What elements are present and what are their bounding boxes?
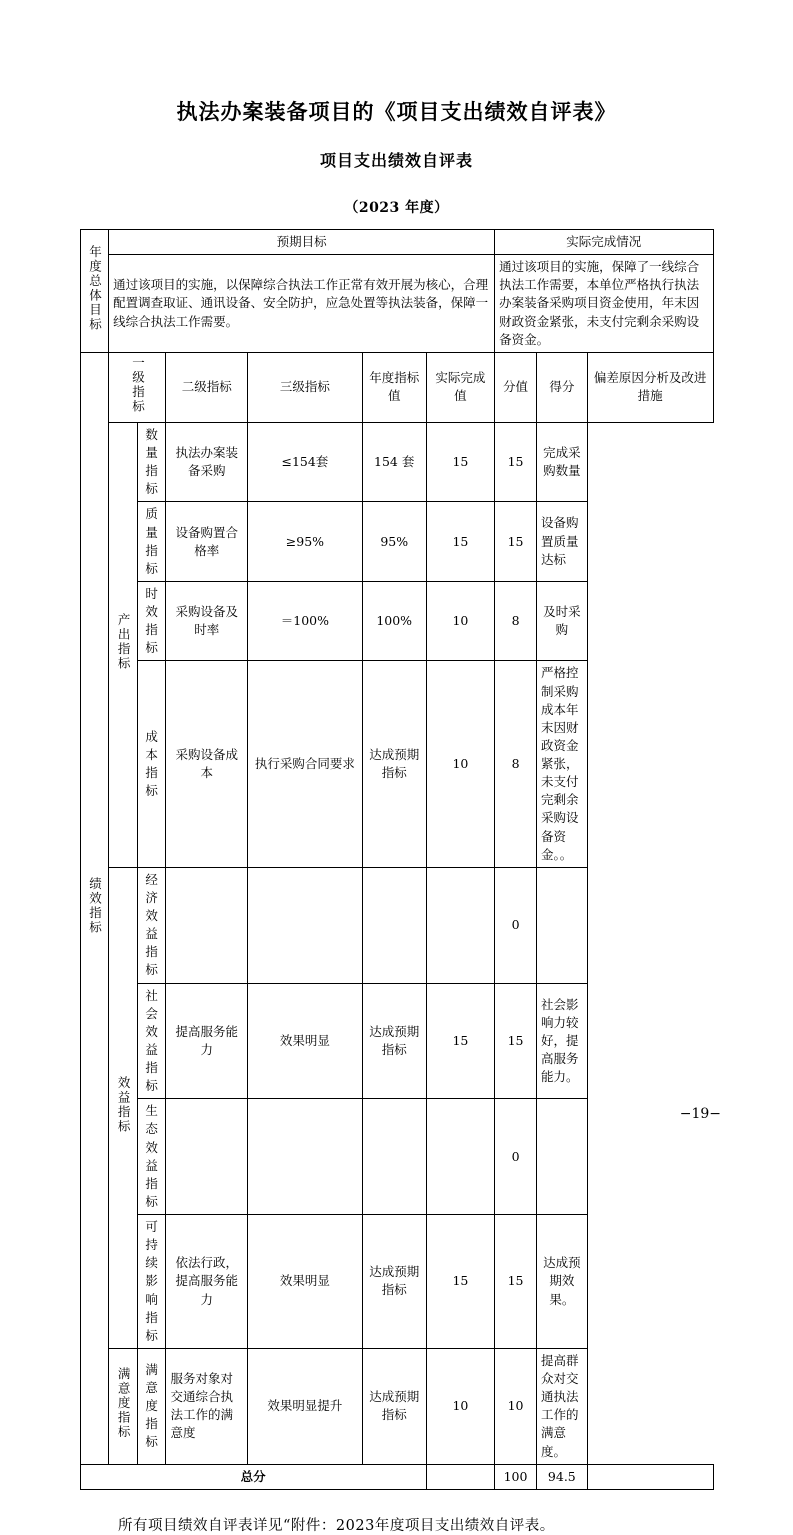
cell-target-value: ≥95% (248, 502, 363, 582)
cell-score-got: 0 (495, 867, 537, 983)
cell-target-value: ≤154套 (248, 422, 363, 502)
cell-score-full: 15 (426, 502, 494, 582)
table-row (80, 661, 713, 867)
column-header-level2: 二级指标 (166, 352, 248, 422)
table-row (80, 983, 713, 1099)
cell-target-value: 执行采购合同要求 (248, 661, 363, 867)
cell-target-value (248, 1099, 363, 1215)
cell-actual-value: 达成预期指标 (362, 1348, 426, 1464)
actual-goal-header: 实际完成情况 (495, 230, 713, 255)
cell-analysis (536, 1099, 587, 1215)
column-header-score-got: 得分 (536, 352, 587, 422)
cell-target-value: ＝100% (248, 581, 363, 661)
cell-actual-value: 达成预期指标 (362, 661, 426, 867)
cell-score-got: 15 (495, 983, 537, 1099)
table-row (80, 255, 713, 353)
footer-note: 所有项目绩效自评表详见“附件：2023年度项目支出绩效自评表。 (118, 1517, 555, 1534)
column-header-analysis: 偏差原因分析及改进措施 (587, 352, 713, 422)
column-header-actual-value: 实际完成值 (426, 352, 494, 422)
table-row (80, 352, 713, 422)
cell-analysis: 完成采购数量 (536, 422, 587, 502)
table-row (80, 230, 713, 255)
cell-level2: 成本指标 (137, 661, 166, 867)
performance-table (80, 229, 714, 1490)
cell-score-full: 10 (426, 581, 494, 661)
table-row (80, 867, 713, 983)
total-blank (426, 1464, 494, 1489)
annual-goal-label: 年度总体目标 (80, 230, 109, 353)
cell-score-full (426, 1099, 494, 1215)
cell-analysis: 设备购置质量达标 (536, 502, 587, 582)
cell-level2: 可持续影响指标 (137, 1215, 166, 1349)
cell-target-value (248, 867, 363, 983)
cell-score-full: 10 (426, 661, 494, 867)
cell-level3: 服务对象对交通综合执法工作的满意度 (166, 1348, 248, 1464)
cell-level2: 满意度指标 (137, 1348, 166, 1464)
cell-actual-value: 达成预期指标 (362, 1215, 426, 1349)
table-row (80, 502, 713, 582)
cell-level3: 采购设备成本 (166, 661, 248, 867)
total-score-got: 94.5 (536, 1464, 587, 1489)
cell-level2: 生态效益指标 (137, 1099, 166, 1215)
group-label-benefit: 效益指标 (109, 867, 138, 1348)
cell-score-got: 15 (495, 502, 537, 582)
table-row (80, 1348, 713, 1464)
table-row (80, 1099, 713, 1215)
page-subtitle: 项目支出绩效自评表 (319, 151, 473, 170)
cell-score-full: 15 (426, 983, 494, 1099)
cell-actual-value: 100% (362, 581, 426, 661)
cell-actual-value: 达成预期指标 (362, 983, 426, 1099)
report-year: （2023 年度） (344, 200, 449, 216)
cell-analysis: 提高群众对交通执法工作的满意度。 (536, 1348, 587, 1464)
expected-goal-text: 通过该项目的实施，以保障综合执法工作正常有效开展为核心，合理配置调查取证、通讯设备、安全防护，应急处置等执法装备，保障一线综合执法工作需要。 (109, 255, 495, 353)
table-row-total (80, 1464, 713, 1489)
performance-indicator-label: 绩效指标 (80, 352, 109, 1464)
cell-analysis (536, 867, 587, 983)
cell-level3: 依法行政，提高服务能力 (166, 1215, 248, 1349)
table-row (80, 581, 713, 661)
expected-goal-header: 预期目标 (109, 230, 495, 255)
actual-goal-text: 通过该项目的实施，保障了一线综合执法工作需要，本单位严格执行执法办案装备采购项目资金使用，年末因财政资金紧张，未支付完剩余采购设备资金。 (495, 255, 713, 353)
column-header-level3: 三级指标 (248, 352, 363, 422)
group-label-output: 产出指标 (109, 422, 138, 867)
cell-score-got: 8 (495, 661, 537, 867)
cell-actual-value: 95% (362, 502, 426, 582)
cell-level3 (166, 1099, 248, 1215)
total-analysis (587, 1464, 713, 1489)
cell-level3: 提高服务能力 (166, 983, 248, 1099)
cell-score-full: 15 (426, 422, 494, 502)
table-row (80, 422, 713, 502)
cell-score-got: 8 (495, 581, 537, 661)
column-header-level1: 一级指标 (109, 352, 166, 422)
cell-actual-value: 154 套 (362, 422, 426, 502)
cell-actual-value (362, 867, 426, 983)
cell-score-got: 15 (495, 1215, 537, 1349)
cell-target-value: 效果明显提升 (248, 1348, 363, 1464)
table-row (80, 1215, 713, 1349)
column-header-score-full: 分值 (495, 352, 537, 422)
total-score-full: 100 (495, 1464, 537, 1489)
cell-score-full (426, 867, 494, 983)
cell-analysis: 达成预期效果。 (536, 1215, 587, 1349)
cell-score-full: 10 (426, 1348, 494, 1464)
cell-level2: 经济效益指标 (137, 867, 166, 983)
cell-level3: 执法办案装备采购 (166, 422, 248, 502)
group-label-satisfaction: 满意度指标 (109, 1348, 138, 1464)
cell-score-got: 10 (495, 1348, 537, 1464)
cell-level2: 质量指标 (137, 502, 166, 582)
total-label: 总分 (80, 1464, 426, 1489)
cell-level3: 设备购置合格率 (166, 502, 248, 582)
cell-level3: 采购设备及时率 (166, 581, 248, 661)
cell-score-got: 0 (495, 1099, 537, 1215)
cell-level2: 时效指标 (137, 581, 166, 661)
document-page (0, 96, 793, 1534)
cell-analysis: 严格控制采购成本年末因财政资金紧张，未支付完剩余采购设备资金。。 (536, 661, 587, 867)
page-number: −19− (679, 1106, 721, 1122)
page-title: 执法办案装备项目的《项目支出绩效自评表》 (176, 99, 617, 124)
cell-analysis: 及时采购 (536, 581, 587, 661)
cell-level2: 社会效益指标 (137, 983, 166, 1099)
cell-target-value: 效果明显 (248, 983, 363, 1099)
cell-analysis: 社会影响力较好，提高服务能力。 (536, 983, 587, 1099)
cell-score-got: 15 (495, 422, 537, 502)
cell-actual-value (362, 1099, 426, 1215)
cell-score-full: 15 (426, 1215, 494, 1349)
cell-level2: 数量指标 (137, 422, 166, 502)
column-header-target-value: 年度指标值 (362, 352, 426, 422)
cell-level3 (166, 867, 248, 983)
cell-target-value: 效果明显 (248, 1215, 363, 1349)
